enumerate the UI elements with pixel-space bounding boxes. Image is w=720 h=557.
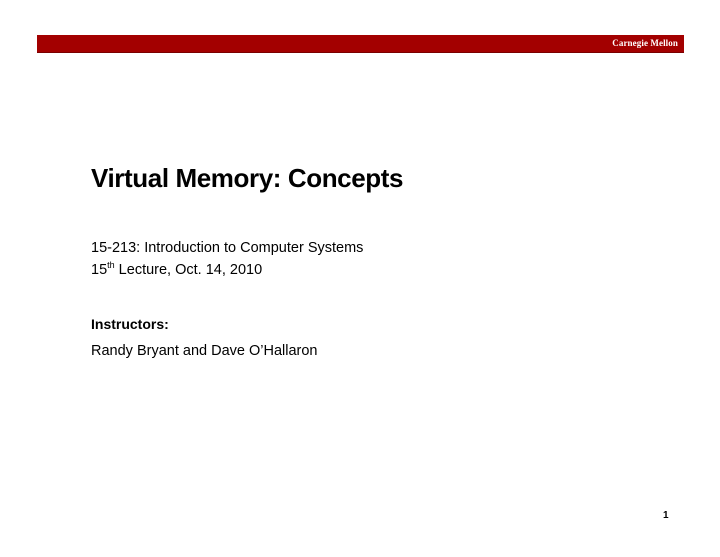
slide-title: Virtual Memory: Concepts (91, 163, 404, 193)
lecture-line (91, 262, 262, 278)
instructors-label: Instructors: (91, 316, 169, 332)
course-line: 15-213: Introduction to Computer Systems (91, 240, 364, 256)
lecture-number: 15 (91, 262, 108, 278)
brand-label: Carnegie Mellon (612, 38, 678, 48)
header-bar (37, 35, 684, 53)
instructors-names: Randy Bryant and Dave O’Hallaron (91, 343, 318, 359)
page-number: 1 (663, 510, 669, 521)
lecture-details: Lecture, Oct. 14, 2010 (114, 262, 263, 278)
lecture-ordinal-suffix: th (107, 260, 115, 270)
